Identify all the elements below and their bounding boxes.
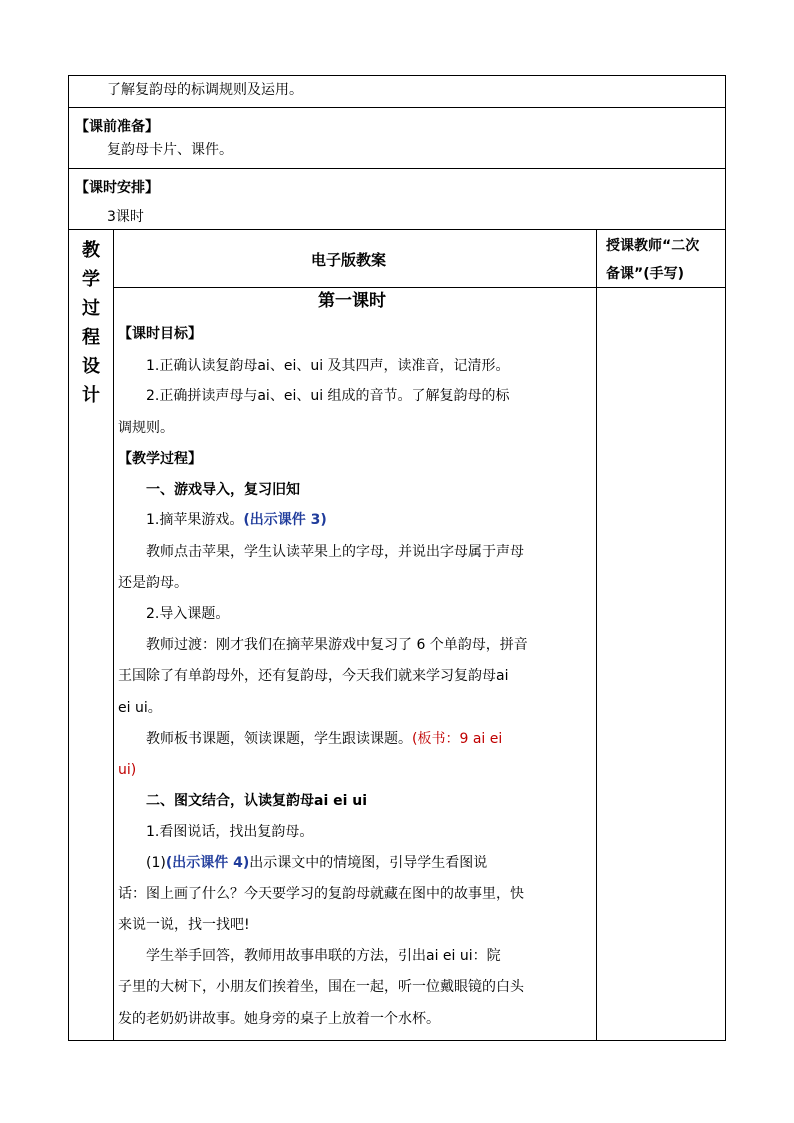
item-1	[146, 510, 327, 530]
para-1-line1: 教师点击苹果，学生认读苹果上的字母，并说出字母属于声母	[146, 544, 524, 560]
para-5-line3: 发的老奶奶讲故事。她身旁的桌子上放着一个水杯。	[118, 1011, 440, 1027]
para-5-line1: 学生举手回答，教师用故事串联的方法，引出ai ei ui：院	[146, 948, 501, 964]
para-3-line2: ui)	[118, 762, 137, 778]
section-1-heading: 一、游戏导入，复习旧知	[146, 482, 300, 498]
side-column-header-line2: 备课”(手写)	[606, 266, 684, 282]
para-5-line2: 子里的大树下，小朋友们挨着坐，围在一起，听一位戴眼镜的白头	[118, 979, 524, 995]
para-3-line1	[146, 729, 502, 749]
board-writing-ref: (板书：9 ai ei	[412, 731, 503, 747]
para-4-line3: 来说一说，找一找吧!	[118, 917, 250, 933]
border-row2	[68, 168, 726, 169]
border-header-bottom	[113, 287, 726, 288]
main-column-header: 电子版教案	[311, 251, 387, 269]
lesson-title: 第一课时	[318, 291, 386, 311]
item-2: 2.导入课题。	[146, 606, 230, 622]
goal-1: 1.正确认读复韵母ai、ei、ui 及其四声，读准音，记清形。	[146, 358, 510, 374]
border-row3	[68, 229, 726, 230]
process-heading: 【教学过程】	[118, 451, 202, 467]
border-top	[68, 75, 726, 76]
section-2-heading: 二、图文结合，认读复韵母ai ei ui	[146, 793, 368, 809]
border-bottom	[68, 1040, 726, 1041]
goals-heading: 【课时目标】	[118, 326, 202, 342]
para-4-line1-rest: 出示课文中的情境图，引导学生看图说	[249, 855, 488, 871]
goal-2-line2: 调规则。	[118, 420, 174, 436]
goal-2-line1: 2.正确拼读声母与ai、ei、ui 组成的音节。了解复韵母的标	[146, 388, 510, 404]
schedule-heading: 【课时安排】	[75, 180, 159, 196]
courseware-ref-3: (出示课件 3)	[243, 512, 327, 528]
schedule-content: 3课时	[107, 209, 144, 225]
item-1-text: 1.摘苹果游戏。	[146, 512, 244, 528]
objective-tail: 了解复韵母的标调规则及运用。	[107, 82, 303, 98]
para-2-line1: 教师过渡：刚才我们在摘苹果游戏中复习了 6 个单韵母，拼音	[146, 637, 528, 653]
para-2-line3: ei ui。	[118, 700, 162, 716]
para-4-line1	[146, 853, 487, 873]
border-row1	[68, 107, 726, 108]
para-4-line2: 话：图上画了什么？今天要学习的复韵母就藏在图中的故事里，快	[118, 886, 524, 902]
item-3: 1.看图说话，找出复韵母。	[146, 824, 314, 840]
border-right	[725, 75, 726, 1041]
border-col1	[113, 229, 114, 1041]
prep-heading: 【课前准备】	[75, 119, 159, 135]
border-left	[68, 75, 69, 1041]
para-1-line2: 还是韵母。	[118, 575, 188, 591]
para-3-text: 教师板书课题，领读课题，学生跟读课题。	[146, 731, 412, 747]
side-column-header-line1: 授课教师“二次	[606, 238, 700, 254]
para-4-number: (1)	[146, 855, 166, 871]
courseware-ref-4: (出示课件 4)	[165, 855, 250, 871]
prep-content: 复韵母卡片、课件。	[107, 142, 233, 158]
process-design-label: 教 学 过 程 设 计	[82, 240, 100, 406]
border-col2	[596, 229, 597, 1041]
para-2-line2: 王国除了有单韵母外，还有复韵母，今天我们就来学习复韵母ai	[118, 668, 509, 684]
